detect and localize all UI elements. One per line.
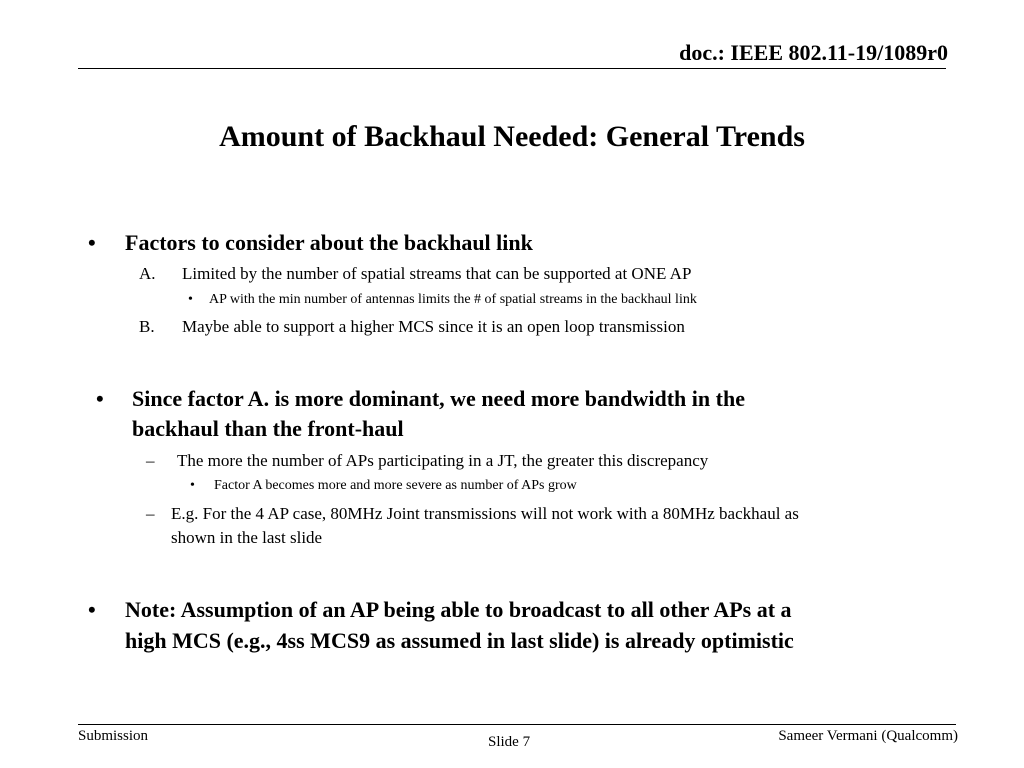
footer-author: Sameer Vermani (Qualcomm) — [778, 728, 958, 744]
slide-title: Amount of Backhaul Needed: General Trends — [219, 120, 805, 153]
bullet-text: Factors to consider about the backhaul link — [125, 230, 533, 255]
dash-text: The more the number of APs participating in a JT, the greater this discrepancy — [177, 451, 709, 470]
sub-sub-text: AP with the min number of antennas limits the # of spatial streams in the backhaul link — [209, 292, 697, 307]
bullet-marker: • — [88, 597, 96, 622]
bullet-text-line1: Note: Assumption of an AP being able to broadcast to all other APs at a — [125, 597, 792, 622]
bullet-text-line2: high MCS (e.g., 4ss MCS9 as assumed in last slide) is already optimistic — [125, 628, 794, 653]
sub-marker-b: B. — [139, 317, 155, 336]
dash-text-line1: E.g. For the 4 AP case, 80MHz Joint transmissions will not work with a 80MHz backhaul as — [171, 504, 799, 523]
dash-text-line2: shown in the last slide — [171, 528, 323, 547]
sub-text-a: Limited by the number of spatial streams that can be supported at ONE AP — [182, 264, 692, 283]
bullet-text-line2: backhaul than the front-haul — [132, 416, 404, 441]
sub-sub-marker: • — [188, 292, 193, 307]
header-divider — [78, 68, 946, 69]
sub-marker-a: A. — [139, 264, 156, 283]
bullet-text-line1: Since factor A. is more dominant, we need more bandwidth in the — [132, 386, 745, 411]
bullet-marker: • — [88, 230, 96, 255]
footer-divider — [78, 724, 956, 725]
footer-submission: Submission — [78, 728, 149, 744]
sub-sub-text: Factor A becomes more and more severe as number of APs grow — [214, 478, 577, 493]
dash-marker: – — [146, 504, 155, 523]
dash-marker: – — [146, 451, 155, 470]
footer-slide-number: Slide 7 — [488, 734, 531, 750]
bullet-marker: • — [96, 386, 104, 411]
document-id: doc.: IEEE 802.11-19/1089r0 — [679, 40, 948, 65]
sub-text-b: Maybe able to support a higher MCS since it is an open loop transmission — [182, 317, 685, 336]
sub-sub-marker: • — [190, 478, 195, 493]
